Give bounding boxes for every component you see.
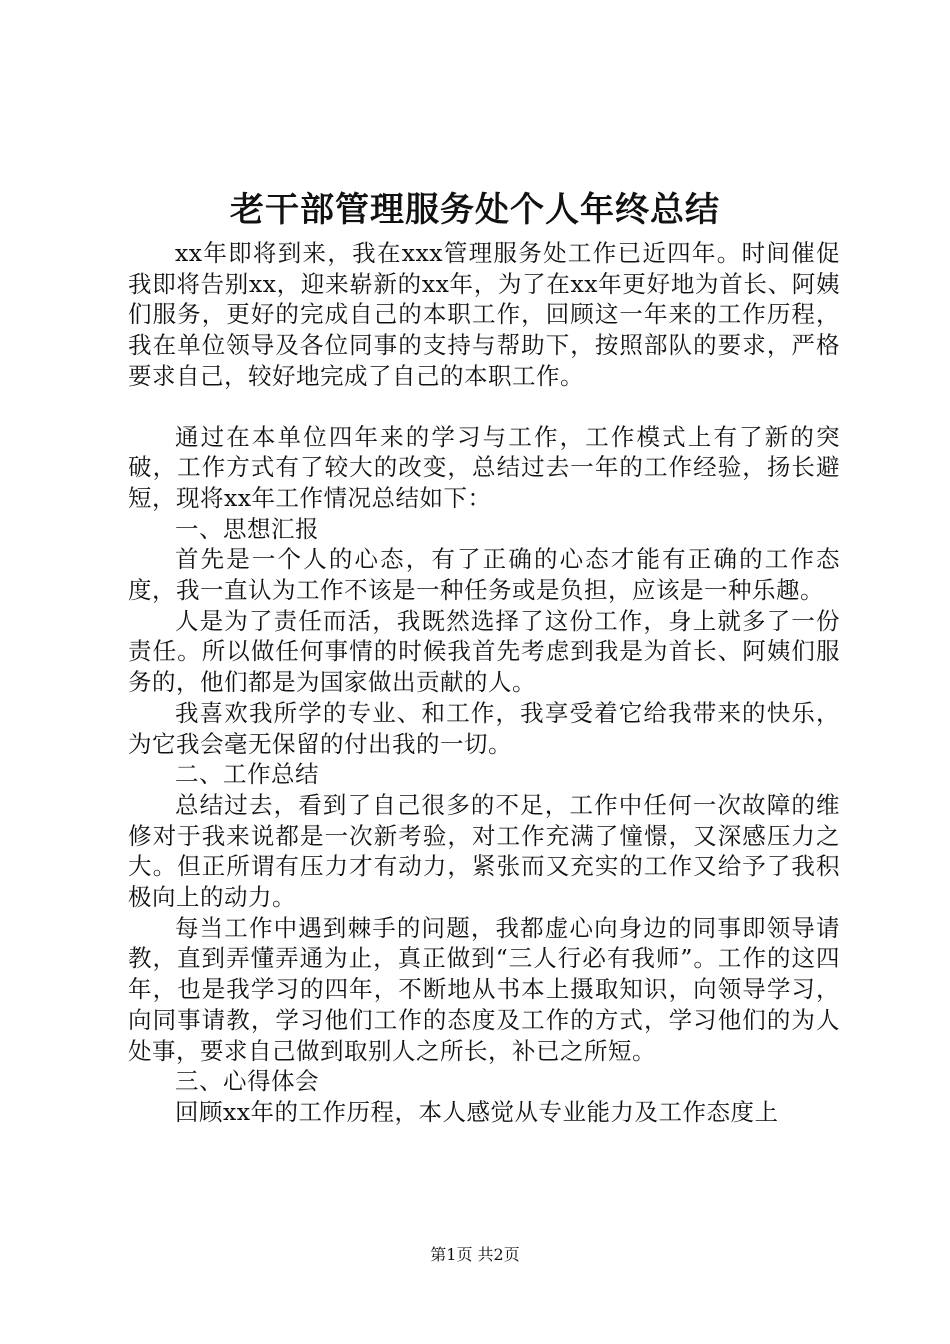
paragraph-intro: xx年即将到来，我在xxx管理服务处工作已近四年。时间催促我即将告别xx，迎来崭新的xx年，为了在xx年更好地为首长、阿姨们服务，更好的完成自己的本职工作，回顾这一年来的工作历程，我在单位领导及各位同事的支持与帮助下，按照部队的要求，严格要求自己，较好地完成了自己的本职工作。 (128, 239, 840, 390)
document-body (128, 238, 840, 1128)
section-heading-1: 一、思想汇报 (175, 514, 319, 543)
document-title: 老干部管理服务处个人年终总结 (230, 190, 720, 230)
paragraph: 总结过去，看到了自己很多的不足，工作中任何一次故障的维修对于我来说都是一次新考验，对工作充满了憧憬，又深感压力之大。但正所谓有压力才有动力，紧张而又充实的工作又给予了我积极向上的动力。 (128, 790, 840, 912)
section-heading-3: 三、心得体会 (175, 1067, 319, 1096)
paragraph: 我喜欢我所学的专业、和工作，我享受着它给我带来的快乐，为它我会毫无保留的付出我的一切。 (128, 698, 840, 758)
page-footer: 第1页 共2页 (430, 1245, 520, 1264)
section-heading-2: 二、工作总结 (175, 760, 319, 789)
paragraph: 人是为了责任而活，我既然选择了这份工作，身上就多了一份责任。所以做任何事情的时候我首先考虑到我是为首长、阿姨们服务的，他们都是为国家做出贡献的人。 (128, 606, 840, 697)
paragraph: 回顾xx年的工作历程，本人感觉从专业能力及工作态度上 (175, 1097, 779, 1126)
paragraph-overview: 通过在本单位四年来的学习与工作，工作模式上有了新的突破，工作方式有了较大的改变，总结过去一年的工作经验，扬长避短，现将xx年工作情况总结如下： (128, 422, 840, 512)
paragraph: 每当工作中遇到棘手的问题，我都虚心向身边的同事即领导请教，直到弄懂弄通为止，真正做到“三人行必有我师”。工作的这四年，也是我学习的四年，不断地从书本上摄取知识，向领导学习，向同事请教，学习他们工作的态度及工作的方式，学习他们的为人处事，要求自己做到取别人之所长，补已之所短。 (128, 913, 840, 1065)
paragraph: 首先是一个人的心态，有了正确的心态才能有正确的工作态度，我一直认为工作不该是一种任务或是负担，应该是一种乐趣。 (128, 545, 840, 605)
